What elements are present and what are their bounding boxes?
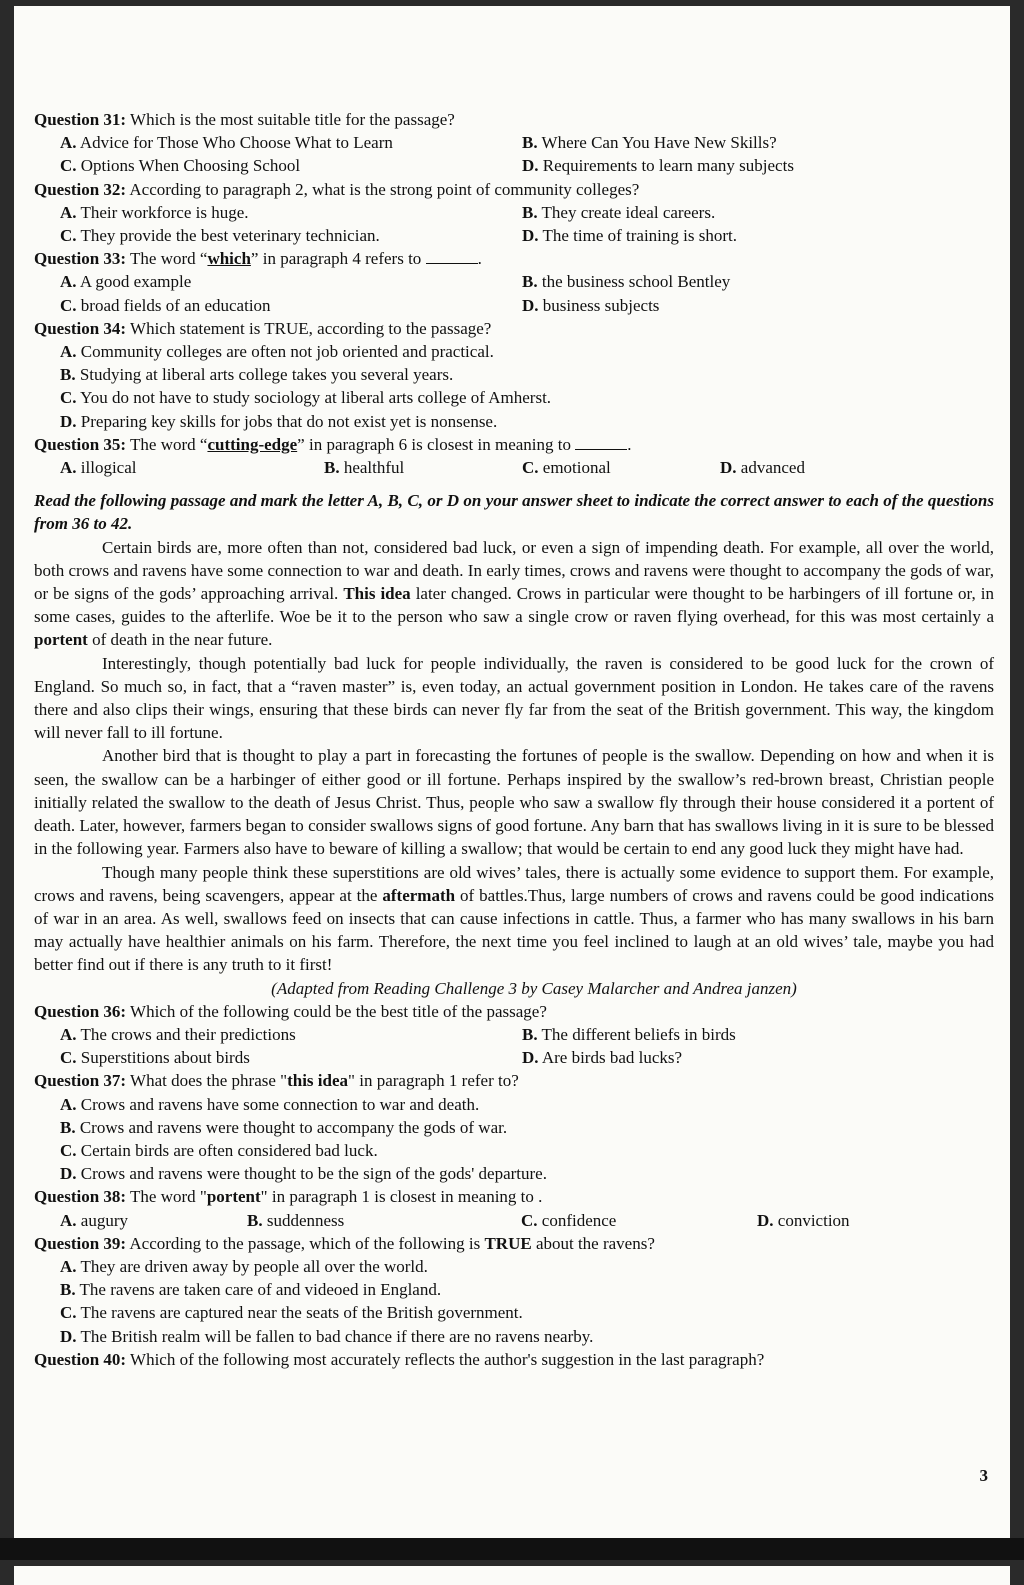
question-39: Question 39: According to the passage, which of the following is TRUE about the ravens? xyxy=(34,1233,655,1253)
q35-option-d[interactable]: D. advanced xyxy=(720,458,805,478)
this-idea-phrase: This idea xyxy=(343,584,411,604)
q37-option-c[interactable]: C. Certain birds are often considered bad luck. xyxy=(60,1140,378,1160)
q36-options-row2 xyxy=(34,1046,994,1069)
question-34: Question 34: Which statement is TRUE, according to the passage? xyxy=(34,318,492,338)
q33-option-d[interactable]: D. business subjects xyxy=(522,295,660,315)
q33-options-row2 xyxy=(34,294,994,317)
question-32: Question 32: According to paragraph 2, what is the strong point of community colleges? xyxy=(34,179,640,199)
q36-option-b[interactable]: B. The different beliefs in birds xyxy=(522,1024,736,1044)
bottom-divider xyxy=(0,1538,1024,1560)
question-38: Question 38: The word "portent" in paragraph 1 is closest in meaning to . xyxy=(34,1187,543,1207)
answer-blank xyxy=(575,435,627,450)
q39-option-b[interactable]: B. The ravens are taken care of and videoed in England. xyxy=(60,1280,442,1300)
q35-options xyxy=(34,456,994,479)
q36-option-c[interactable]: C. Superstitions about birds xyxy=(60,1048,250,1068)
q37-keyword: this idea xyxy=(287,1071,349,1091)
q36-options-row1 xyxy=(34,1023,994,1046)
q39-option-d[interactable]: D. The British realm will be fallen to bad chance if there are no ravens nearby. xyxy=(60,1326,594,1346)
q35-option-b[interactable]: B. healthful xyxy=(324,458,405,478)
q38-option-a[interactable]: A. augury xyxy=(60,1210,128,1230)
q32-options-row1 xyxy=(34,201,994,224)
q33-options-row1 xyxy=(34,270,994,293)
q32-option-b[interactable]: B. They create ideal careers. xyxy=(522,202,716,222)
q31-options-row1 xyxy=(34,131,994,154)
q33-option-a[interactable]: A. A good example xyxy=(60,272,192,292)
q32-options-row2 xyxy=(34,224,994,247)
q33-option-c[interactable]: C. broad fields of an education xyxy=(60,295,271,315)
q35-option-a[interactable]: A. illogical xyxy=(60,458,137,478)
exam-page xyxy=(14,6,1010,1538)
passage-paragraph-4: Though many people think these superstitions are old wives’ tales, there is actually some evidence to support them. For example, crows and ravens, being scavengers, appear at the aftermath of battles.Thus, large numbers of crows and ravens could be good indications of war in an area. As well, swallows feed on insects that can cause infections in cattle. Thus, a farmer who has many swallows in his barn may actually have healthier animals on his farm. Therefore, the next time you feel inclined to laugh at an old wives’ tale, maybe you had better find out if there is any truth to it first! xyxy=(34,862,994,975)
answer-blank xyxy=(426,249,478,264)
question-35: Question 35: The word “cutting-edge” in paragraph 6 is closest in meaning to . xyxy=(34,434,632,454)
q34-option-d[interactable]: D. Preparing key skills for jobs that do not exist yet is nonsense. xyxy=(60,411,498,431)
q37-option-d[interactable]: D. Crows and ravens were thought to be the sign of the gods' departure. xyxy=(60,1164,547,1184)
portent-word: portent xyxy=(34,630,88,650)
q33-keyword: which xyxy=(207,249,251,269)
next-page-edge xyxy=(14,1566,1010,1585)
q32-option-a[interactable]: A. Their workforce is huge. xyxy=(60,202,249,222)
passage-source: (Adapted from Reading Challenge 3 by Casey Malarcher and Andrea janzen) xyxy=(271,978,797,998)
exam-content xyxy=(34,108,994,1371)
passage-paragraph-3: Another bird that is thought to play a part in forecasting the fortunes of people is the swallow. Depending on how and when it is seen, the swallow can be a harbinger of either good or ill fortune. Perhaps inspired by the swallow’s red-brown breast, Christian people initially related the swallow to the death of Jesus Christ. Thus, people who saw a swallow fly through their house considered it a portent of death. Later, however, farmers began to consider swallows signs of good fortune. Any barn that has swallows living in it is sure to be blessed in the following year. Farmers also have to beware of killing a swallow; that would be certain to end any good luck they might have had. xyxy=(34,746,994,859)
q37-option-b[interactable]: B. Crows and ravens were thought to accompany the gods of war. xyxy=(60,1117,508,1137)
q31-options-row2 xyxy=(34,154,994,177)
question-33: Question 33: The word “which” in paragraph 4 refers to . xyxy=(34,249,482,269)
question-31: Question 31: Which is the most suitable title for the passage? xyxy=(34,110,455,129)
q39-option-c[interactable]: C. The ravens are captured near the seats of the British government. xyxy=(60,1303,523,1323)
aftermath-word: aftermath xyxy=(382,885,456,905)
q34-option-c[interactable]: C. You do not have to study sociology at liberal arts college of Amherst. xyxy=(60,388,552,408)
q31-option-a[interactable]: A. Advice for Those Who Choose What to Learn xyxy=(60,133,393,153)
passage-paragraph-1: Certain birds are, more often than not, considered bad luck, or even a sign of impending death. For example, all over the world, both crows and ravens have some connection to war and death. In early times, crows and ravens were thought to accompany the gods of war, or be signs of the gods’ approaching arrival. This idea later changed. Crows in particular were thought to be harbingers of ill fortune or, in some cases, guides to the afterlife. Woe be it to the person who saw a single crow or raven flying overhead, for this was most certainly a portent of death in the near future. xyxy=(34,537,995,650)
q38-options xyxy=(34,1209,994,1232)
q32-option-d[interactable]: D. The time of training is short. xyxy=(522,226,737,246)
q36-option-a[interactable]: A. The crows and their predictions xyxy=(60,1024,296,1044)
q38-option-c[interactable]: C. confidence xyxy=(521,1210,617,1230)
q31-option-c[interactable]: C. Options When Choosing School xyxy=(60,156,301,176)
q32-option-c[interactable]: C. They provide the best veterinary technician. xyxy=(60,226,380,246)
q38-option-b[interactable]: B. suddenness xyxy=(247,1210,345,1230)
page-number: 3 xyxy=(979,1466,988,1485)
q31-option-d[interactable]: D. Requirements to learn many subjects xyxy=(522,156,794,176)
question-37: Question 37: What does the phrase "this idea" in paragraph 1 refer to? xyxy=(34,1071,519,1091)
question-36: Question 36: Which of the following could be the best title of the passage? xyxy=(34,1001,547,1021)
passage-paragraph-2: Interestingly, though potentially bad luck for people individually, the raven is considered to be good luck for the crown of England. So much so, in fact, that a “raven master” is, even today, an actual government position in London. He takes care of the ravens there and also clips their wings, ensuring that these birds can never fly far from the seat of the British government. This way, the kingdom will never fall to ill fortune. xyxy=(34,653,994,743)
question-40: Question 40: Which of the following most accurately reflects the author's suggestion in the last paragraph? xyxy=(34,1349,765,1369)
q34-option-b[interactable]: B. Studying at liberal arts college takes you several years. xyxy=(60,365,454,385)
q39-keyword: TRUE xyxy=(484,1233,532,1253)
q38-keyword: portent xyxy=(206,1187,261,1207)
reading-instruction: Read the following passage and mark the letter A, B, C, or D on your answer sheet to indicate the correct answer to each of the questions from 36 to 42. xyxy=(34,491,994,534)
q36-option-d[interactable]: D. Are birds bad lucks? xyxy=(522,1048,683,1068)
q37-option-a[interactable]: A. Crows and ravens have some connection to war and death. xyxy=(60,1094,480,1114)
q34-option-a[interactable]: A. Community colleges are often not job oriented and practical. xyxy=(60,342,494,362)
q35-keyword: cutting-edge xyxy=(207,434,298,454)
q38-option-d[interactable]: D. conviction xyxy=(757,1210,850,1230)
q39-option-a[interactable]: A. They are driven away by people all over the world. xyxy=(60,1256,428,1276)
q33-option-b[interactable]: B. the business school Bentley xyxy=(522,272,731,292)
q31-option-b[interactable]: B. Where Can You Have New Skills? xyxy=(522,133,777,153)
q35-option-c[interactable]: C. emotional xyxy=(522,458,611,478)
